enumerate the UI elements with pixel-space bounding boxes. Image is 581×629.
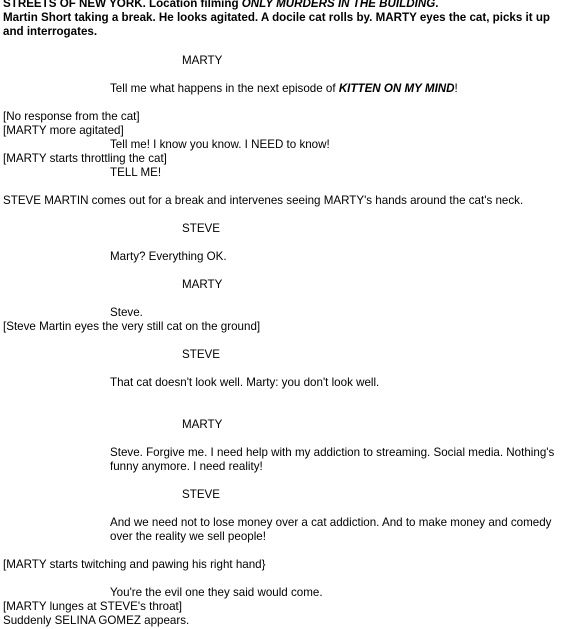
dialogue-line: TELL ME! — [110, 166, 162, 179]
dialogue-line: Steve. — [110, 306, 143, 319]
character-name: STEVE — [182, 222, 221, 235]
dialogue-line: Tell me! I know you know. I NEED to know! — [110, 138, 330, 151]
action-line: Suddenly SELINA GOMEZ appears. — [3, 614, 190, 627]
parenthetical: [No response from the cat] — [3, 110, 140, 123]
dialogue-block: Steve. Forgive me. I need help with my addiction to streaming. Social media. Nothing's funny anymore. I need reality! — [110, 446, 555, 473]
parenthetical: [Steve Martin eyes the very still cat on the ground] — [3, 320, 261, 333]
parenthetical: [MARTY more agitated] — [3, 124, 124, 137]
character-name: MARTY — [182, 278, 223, 291]
parenthetical: [MARTY starts twitching and pawing his right hand} — [3, 558, 266, 571]
dialogue-line: You're the evil one they said would come. — [110, 586, 323, 599]
dialogue-line: That cat doesn't look well. Marty: you don't look well. — [110, 376, 380, 389]
character-name: MARTY — [182, 54, 223, 67]
dialogue-line: Tell me what happens in the next episode of KITTEN ON MY MIND! — [110, 82, 458, 95]
scene-heading: STREETS OF NEW YORK. Location filming ONLY MURDERS IN THE BUILDING. — [3, 0, 438, 11]
show-title: ONLY MURDERS IN THE BUILDING — [241, 0, 436, 10]
episode-title: KITTEN ON MY MIND — [338, 82, 455, 95]
parenthetical: [MARTY lunges at STEVE's throat] — [3, 600, 182, 613]
character-name: MARTY — [182, 418, 223, 431]
character-name: STEVE — [182, 348, 221, 361]
dialogue-line: Marty? Everything OK. — [110, 250, 227, 263]
parenthetical: [MARTY starts throttling the cat] — [3, 152, 167, 165]
action-line: STEVE MARTIN comes out for a break and intervenes seeing MARTY's hands around the cat's neck. — [3, 194, 524, 207]
scene-description-line: and interrogates. — [3, 25, 98, 38]
character-name: STEVE — [182, 488, 221, 501]
scene-description-line: Martin Short taking a break. He looks agitated. A docile cat rolls by. MARTY eyes the cat, picks it up — [3, 11, 550, 24]
dialogue-block: And we need not to lose money over a cat addiction. And to make money and comedy over the reality we sell people! — [110, 516, 552, 543]
